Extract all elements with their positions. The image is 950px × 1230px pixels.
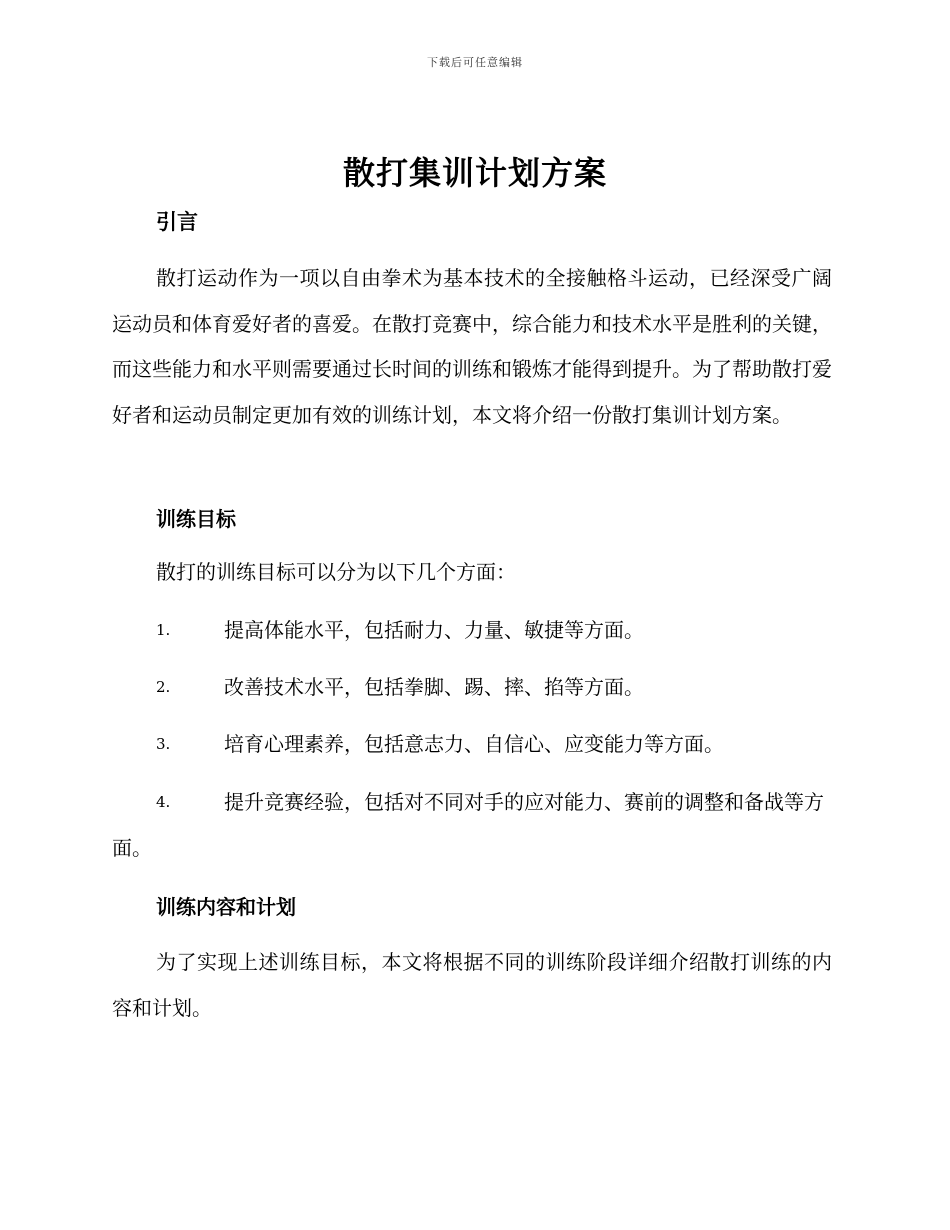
section-heading-goals: 训练目标: [156, 507, 236, 531]
list-item-number: 2.: [156, 678, 171, 696]
section-heading-content: 训练内容和计划: [156, 895, 296, 919]
section-heading-intro: 引言: [156, 210, 198, 234]
document-title: 散打集训计划方案: [342, 154, 607, 192]
list-item-text: 培育心理素养，包括意志力、自信心、应变能力等方面。: [224, 732, 724, 756]
list-item-text: 提升竞赛经验，包括对不同对手的应对能力、赛前的调整和备战等方面。: [112, 790, 824, 860]
list-item: [112, 608, 832, 654]
list-item: [112, 665, 832, 711]
list-item-number: 4.: [156, 793, 171, 811]
list-item: [112, 722, 832, 768]
list-item-number: 1.: [156, 621, 171, 639]
list-item: [112, 780, 832, 871]
list-item-number: 3.: [156, 735, 171, 753]
intro-paragraph: 散打运动作为一项以自由拳术为基本技术的全接触格斗运动，已经深受广阔运动员和体育爱好者的喜爱。在散打竞赛中，综合能力和技术水平是胜利的关键，而这些能力和水平则需要通过长时间的训练和锻炼才能得到提升。为了帮助散打爱好者和运动员制定更加有效的训练计划，本文将介绍一份散打集训计划方案。: [112, 266, 832, 427]
list-item-text: 改善技术水平，包括拳脚、踢、摔、掐等方面。: [224, 675, 644, 699]
content-paragraph: 为了实现上述训练目标，本文将根据不同的训练阶段详细介绍散打训练的内容和计划。: [112, 950, 832, 1020]
goals-lead-paragraph: 散打的训练目标可以分为以下几个方面：: [156, 560, 516, 584]
header-note: 下载后可任意编辑: [427, 56, 523, 69]
list-item-text: 提高体能水平，包括耐力、力量、敏捷等方面。: [224, 618, 644, 642]
